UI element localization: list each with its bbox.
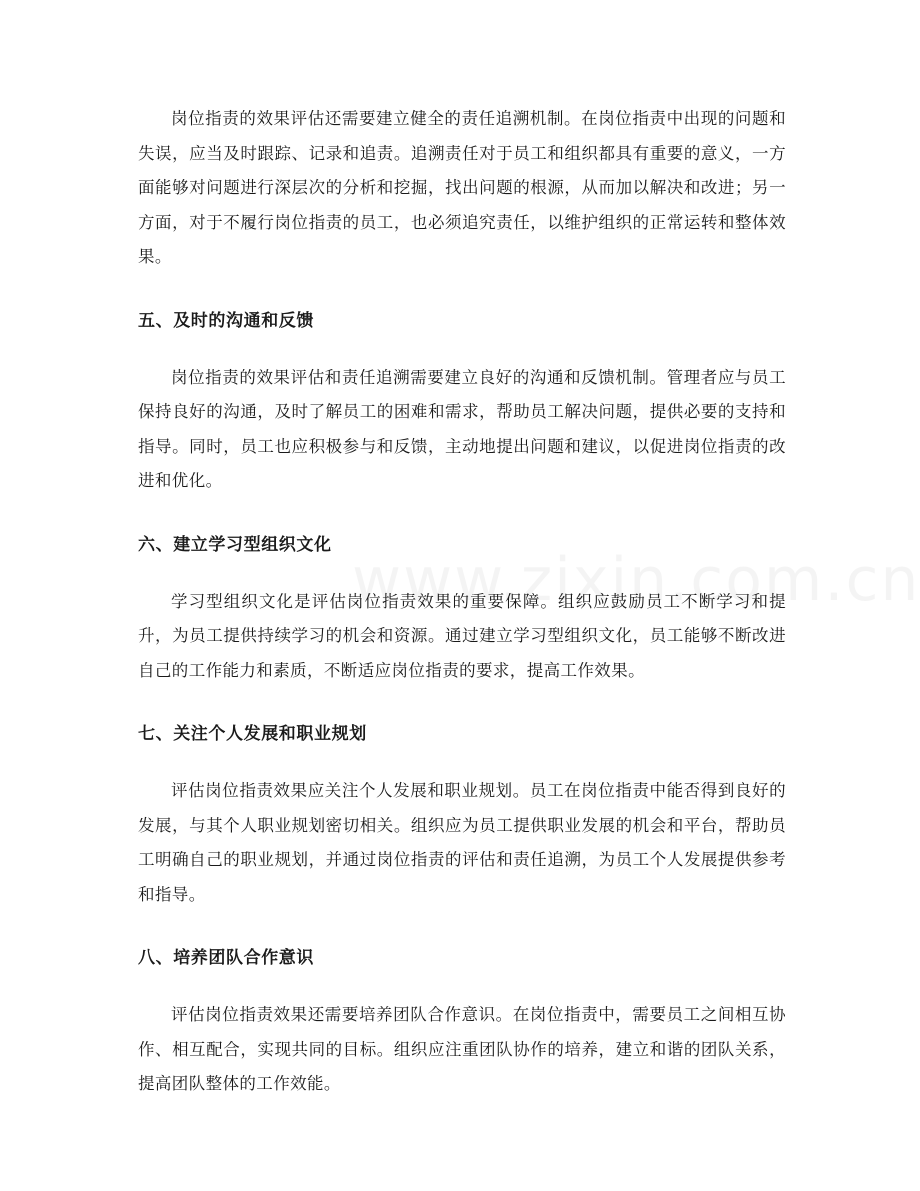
paragraph-section-7: 评估岗位指责效果应关注个人发展和职业规划。员工在岗位指责中能否得到良好的发展，与其个人职业规划密切相关。组织应为员工提供职业发展的机会和平台，帮助员工明确自己的职业规划，并通过岗位指责的评估和责任追溯，为员工个人发展提供参考和指导。 bbox=[138, 781, 786, 904]
heading-section-7: 七、关注个人发展和职业规划 bbox=[138, 724, 367, 744]
document-body bbox=[138, 102, 786, 1102]
spacer bbox=[138, 912, 786, 941]
spacer bbox=[138, 338, 786, 361]
heading-section-8: 八、培养团队合作意识 bbox=[138, 948, 314, 968]
paragraph-section-5: 岗位指责的效果评估和责任追溯需要建立良好的沟通和反馈机制。管理者应与员工保持良好的沟通，及时了解员工的困难和需求，帮助员工解决问题，提供必要的支持和指导。同时，员工也应积极参与和反馈，主动地提出问题和建议，以促进岗位指责的改进和优化。 bbox=[138, 367, 786, 490]
paragraph-section-6: 学习型组织文化是评估岗位指责效果的重要保障。组织应鼓励员工不断学习和提升，为员工提供持续学习的机会和资源。通过建立学习型组织文化，员工能够不断改进自己的工作能力和素质，不断适应岗位指责的要求，提高工作效果。 bbox=[138, 591, 786, 680]
spacer bbox=[138, 275, 786, 304]
paragraph-section-8: 评估岗位指责效果还需要培养团队合作意识。在岗位指责中，需要员工之间相互协作、相互配合，实现共同的目标。组织应注重团队协作的培养，建立和谐的团队关系，提高团队整体的工作效能。 bbox=[138, 1005, 786, 1093]
paragraph-responsibility-tracing: 岗位指责的效果评估还需要建立健全的责任追溯机制。在岗位指责中出现的问题和失误，应当及时跟踪、记录和追责。追溯责任对于员工和组织都具有重要的意义，一方面能够对问题进行深层次的分析和挖掘，找出问题的根源，从而加以解决和改进；另一方面，对于不履行岗位指责的员工，也必须追究责任，以维护组织的正常运转和整体效果。 bbox=[138, 109, 786, 266]
spacer bbox=[138, 751, 786, 774]
spacer bbox=[138, 688, 786, 717]
spacer bbox=[138, 975, 786, 998]
heading-section-6: 六、建立学习型组织文化 bbox=[138, 534, 332, 555]
heading-section-5: 五、及时的沟通和反馈 bbox=[138, 310, 314, 331]
spacer bbox=[138, 562, 786, 585]
spacer bbox=[138, 499, 786, 528]
